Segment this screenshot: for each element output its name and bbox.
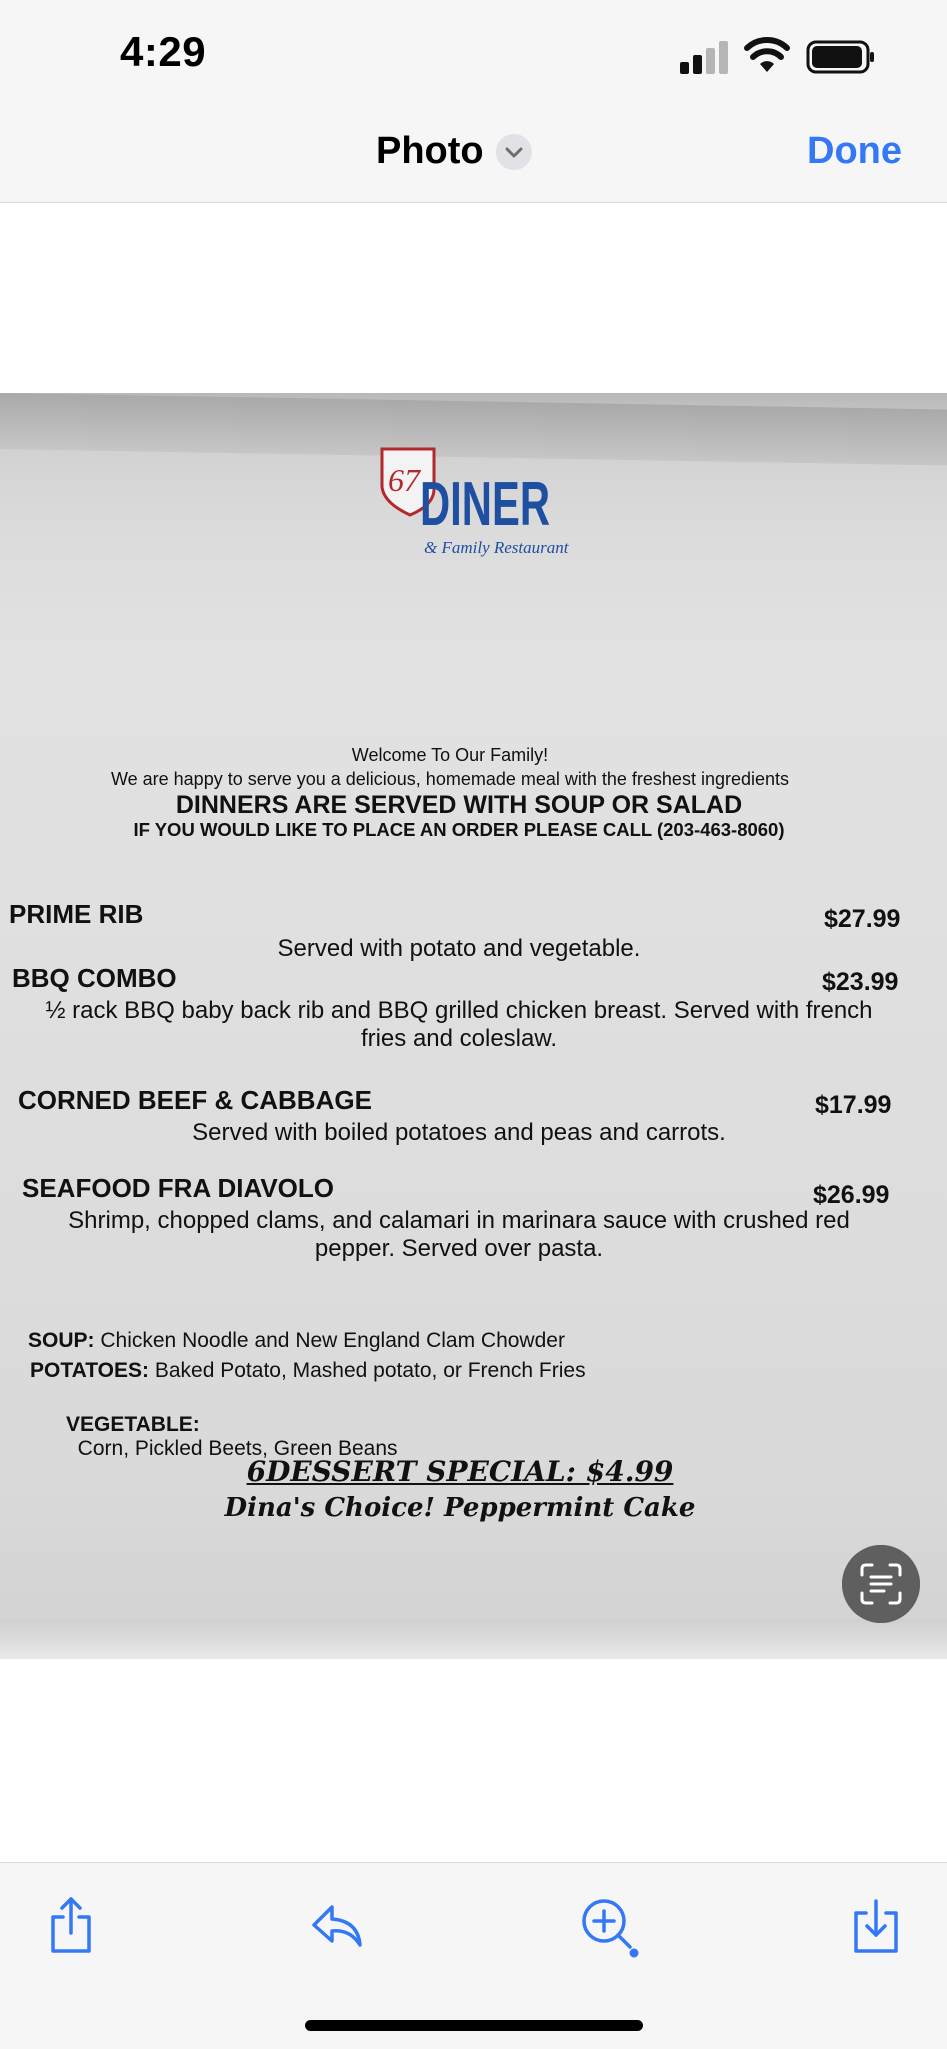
menu-item-desc: Served with potato and vegetable.: [277, 935, 641, 962]
side-label: POTATOES:: [30, 1359, 150, 1382]
side-text: Baked Potato, Mashed potato, or French Fries: [154, 1359, 586, 1382]
welcome-line: We are happy to serve you a delicious, homemade meal with the freshest ingredients: [110, 769, 790, 789]
menu-item-name: SEAFOOD FRA DIAVOLO: [22, 1173, 334, 1203]
wifi-icon: [744, 36, 790, 74]
done-button[interactable]: Done: [807, 130, 902, 172]
menu-item-price: $27.99: [824, 905, 901, 933]
menu-item-name: BBQ COMBO: [12, 963, 177, 993]
side-line: [28, 1329, 565, 1353]
menu-item-desc: Shrimp, chopped clams, and calamari in marinara sauce with crushed red: [68, 1207, 850, 1234]
menu-item-desc: pepper. Served over pasta.: [314, 1235, 604, 1262]
menu-item-price: $26.99: [813, 1181, 890, 1209]
save-icon[interactable]: [846, 1895, 906, 1955]
menu-item-desc: ½ rack BBQ baby back rib and BBQ grilled chicken breast. Served with french: [45, 997, 873, 1024]
side-label: SOUP:: [28, 1329, 95, 1352]
zoom-in-icon[interactable]: [578, 1895, 644, 1961]
welcome-phone-line: IF YOU WOULD LIKE TO PLACE AN ORDER PLEASE CALL (203-463-8060): [133, 819, 785, 840]
svg-text:67: 67: [388, 462, 420, 498]
status-time: 4:29: [120, 28, 207, 75]
menu-item-price: $23.99: [822, 968, 899, 996]
reply-icon[interactable]: [306, 1895, 366, 1955]
live-text-icon[interactable]: [842, 1545, 920, 1623]
cellular-signal-icon: [680, 40, 732, 74]
photo-viewer[interactable]: [0, 393, 947, 1655]
share-icon[interactable]: [41, 1895, 101, 1955]
diner-logo: [376, 441, 569, 565]
menu-item-name: PRIME RIB: [9, 899, 144, 929]
side-text: Chicken Noodle and New England Clam Chowder: [100, 1329, 565, 1352]
nav-title[interactable]: Photo: [376, 130, 484, 172]
menu-paper: [0, 393, 947, 1655]
svg-text:& Family Restaurant: & Family Restaurant: [424, 538, 569, 557]
status-bar: [0, 0, 947, 100]
side-text: Corn, Pickled Beets, Green Beans: [66, 1437, 398, 1460]
dessert-special: 6DESSERT SPECIAL: $4.99: [246, 1455, 674, 1488]
menu-item-desc: fries and coleslaw.: [360, 1025, 558, 1052]
welcome-line: Welcome To Our Family!: [351, 745, 549, 765]
svg-text:DINER: DINER: [420, 470, 550, 539]
nav-bar: [0, 100, 947, 203]
home-indicator[interactable]: [305, 2020, 643, 2031]
menu-item-name: CORNED BEEF & CABBAGE: [18, 1085, 372, 1115]
battery-icon: [806, 40, 876, 74]
chevron-down-icon[interactable]: [496, 134, 532, 170]
welcome-heading: DINNERS ARE SERVED WITH SOUP OR SALAD: [175, 791, 743, 819]
menu-item-price: $17.99: [815, 1091, 892, 1119]
side-label: VEGETABLE:: [66, 1413, 200, 1436]
menu-item-desc: Served with boiled potatoes and peas and carrots.: [192, 1119, 726, 1146]
dessert-description: Dina's Choice! Peppermint Cake: [224, 1493, 696, 1523]
side-line: [30, 1359, 586, 1383]
